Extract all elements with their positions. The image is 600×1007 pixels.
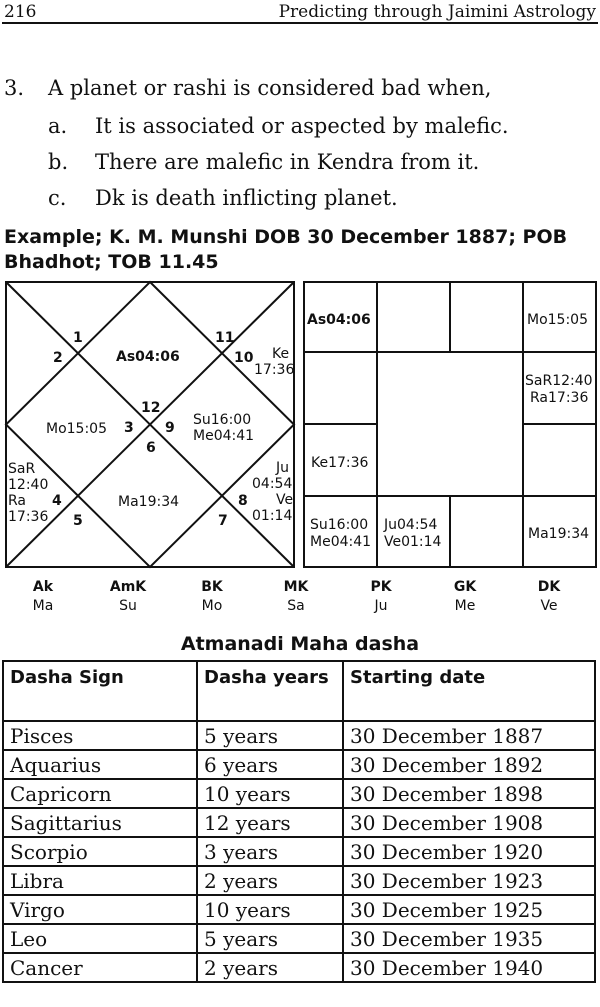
starting-date: 30 December 1940 xyxy=(343,953,595,982)
starting-date: 30 December 1898 xyxy=(343,779,595,808)
dasha-years: 2 years xyxy=(197,866,343,895)
dasha-sign: Aquarius xyxy=(3,750,197,779)
karaka-column xyxy=(346,578,416,616)
table-row xyxy=(3,750,595,779)
starting-date: 30 December 1935 xyxy=(343,924,595,953)
rule-text: A planet or rashi is considered bad when, xyxy=(48,76,492,100)
rule-item-text: Dk is death inflicting planet. xyxy=(95,186,398,210)
starting-date: 30 December 1908 xyxy=(343,808,595,837)
dasha-years: 6 years xyxy=(197,750,343,779)
column-header: Dasha years xyxy=(197,661,343,721)
column-header: Dasha Sign xyxy=(3,661,197,721)
house-number: 3 xyxy=(124,420,134,436)
north-h4-planet: SaR xyxy=(8,461,36,477)
house-number: 10 xyxy=(234,350,254,366)
dasha-sign: Sagittarius xyxy=(3,808,197,837)
dasha-years: 10 years xyxy=(197,895,343,924)
dasha-years: 5 years xyxy=(197,721,343,750)
north-h11-degree: 17:36 xyxy=(254,362,295,378)
south-indian-chart xyxy=(304,282,596,567)
running-title: Predicting through Jaimini Astrology xyxy=(278,2,596,22)
karaka-name: BK xyxy=(201,579,223,595)
rule-item-letter: b. xyxy=(48,150,69,174)
rule-item-text: It is associated or aspected by malefic. xyxy=(95,114,509,138)
header-rule xyxy=(2,22,598,24)
house-number: 5 xyxy=(73,513,83,529)
karaka-column xyxy=(430,578,500,616)
dasha-sign: Cancer xyxy=(3,953,197,982)
birth-charts xyxy=(0,280,600,572)
table-row xyxy=(3,837,595,866)
karaka-planet: Ma xyxy=(32,598,54,614)
karaka-planet: Ju xyxy=(374,598,388,614)
column-header: Starting date xyxy=(343,661,595,721)
table-row xyxy=(3,953,595,982)
karaka-name: AmK xyxy=(109,579,147,595)
starting-date: 30 December 1925 xyxy=(343,895,595,924)
karaka-planet: Mo xyxy=(201,598,223,614)
north-indian-chart xyxy=(6,282,294,567)
table-row xyxy=(3,866,595,895)
north-h11-planet: Ke xyxy=(272,346,290,362)
north-h10-planet: Me04:41 xyxy=(193,428,255,444)
dasha-years: 10 years xyxy=(197,779,343,808)
north-h8-planet: Ju xyxy=(276,460,290,476)
dasha-sign: Libra xyxy=(3,866,197,895)
karaka-column xyxy=(177,578,247,616)
karaka-planet: Su xyxy=(119,598,137,614)
house-number: 7 xyxy=(218,513,228,529)
house-number: 6 xyxy=(146,440,156,456)
rule-number: 3. xyxy=(4,76,25,100)
north-h4-degree: 17:36 xyxy=(8,509,49,525)
karaka-name: GK xyxy=(453,579,477,595)
south-gemini: Ra17:36 xyxy=(530,390,589,406)
south-virgo: Ma19:34 xyxy=(528,526,590,542)
south-sagittarius: Me04:41 xyxy=(310,534,372,550)
karaka-name: MK xyxy=(283,579,309,595)
north-h6-planet: Ma19:34 xyxy=(118,494,180,510)
house-number: 9 xyxy=(165,420,175,436)
south-gemini: SaR12:40 xyxy=(525,373,593,389)
rule-item-letter: a. xyxy=(48,114,68,138)
table-row xyxy=(3,924,595,953)
table-row xyxy=(3,721,595,750)
dasha-years: 5 years xyxy=(197,924,343,953)
south-pisces: As04:06 xyxy=(307,312,371,328)
table-title: Atmanadi Maha dasha xyxy=(180,633,420,655)
karaka-column xyxy=(93,578,163,616)
dasha-sign: Pisces xyxy=(3,721,197,750)
house-number: 11 xyxy=(215,330,235,346)
starting-date: 30 December 1920 xyxy=(343,837,595,866)
south-taurus: Mo15:05 xyxy=(527,312,588,328)
dasha-sign: Scorpio xyxy=(3,837,197,866)
dasha-sign: Leo xyxy=(3,924,197,953)
starting-date: 30 December 1923 xyxy=(343,866,595,895)
table-row xyxy=(3,779,595,808)
dasha-years: 12 years xyxy=(197,808,343,837)
karaka-name: Ak xyxy=(32,579,54,595)
house-number: 2 xyxy=(53,350,63,366)
example-line-2: Bhadhot; TOB 11.45 xyxy=(4,251,219,273)
dasha-sign: Capricorn xyxy=(3,779,197,808)
karaka-planet: Ve xyxy=(540,598,558,614)
dasha-years: 2 years xyxy=(197,953,343,982)
north-h10-planet: Su16:00 xyxy=(193,412,252,428)
dasha-sign: Virgo xyxy=(3,895,197,924)
north-h8-degree: 01:14 xyxy=(252,508,293,524)
starting-date: 30 December 1892 xyxy=(343,750,595,779)
north-h4-planet: Ra xyxy=(8,493,26,509)
karaka-column xyxy=(8,578,78,616)
karaka-name: DK xyxy=(537,579,561,595)
karaka-column xyxy=(261,578,331,616)
north-ascendant: As04:06 xyxy=(116,349,180,365)
page-number: 216 xyxy=(4,2,37,22)
table-row xyxy=(3,895,595,924)
karaka-column xyxy=(514,578,584,616)
dasha-table xyxy=(2,660,596,983)
north-h12-planet: Mo15:05 xyxy=(46,421,107,437)
house-number: 4 xyxy=(52,493,62,509)
south-scorpio: Ve01:14 xyxy=(384,534,442,550)
karaka-planet: Me xyxy=(454,598,476,614)
dasha-years: 3 years xyxy=(197,837,343,866)
south-scorpio: Ju04:54 xyxy=(384,517,438,533)
example-line-1: Example; K. M. Munshi DOB 30 December 1887; POB xyxy=(4,226,568,248)
south-sagittarius: Su16:00 xyxy=(310,517,369,533)
south-capricorn: Ke17:36 xyxy=(311,455,369,471)
north-h4-degree: 12:40 xyxy=(8,477,49,493)
house-number: 1 xyxy=(73,330,83,346)
rule-item-letter: c. xyxy=(48,186,67,210)
rule-item-text: There are malefic in Kendra from it. xyxy=(95,150,480,174)
karaka-planet: Sa xyxy=(287,598,305,614)
table-row xyxy=(3,808,595,837)
table-header-row xyxy=(3,661,595,721)
karaka-name: PK xyxy=(370,579,392,595)
house-number: 8 xyxy=(238,493,248,509)
starting-date: 30 December 1887 xyxy=(343,721,595,750)
north-h8-degree: 04:54 xyxy=(252,476,293,492)
north-h8-planet: Ve xyxy=(276,492,294,508)
house-number: 12 xyxy=(141,400,161,416)
